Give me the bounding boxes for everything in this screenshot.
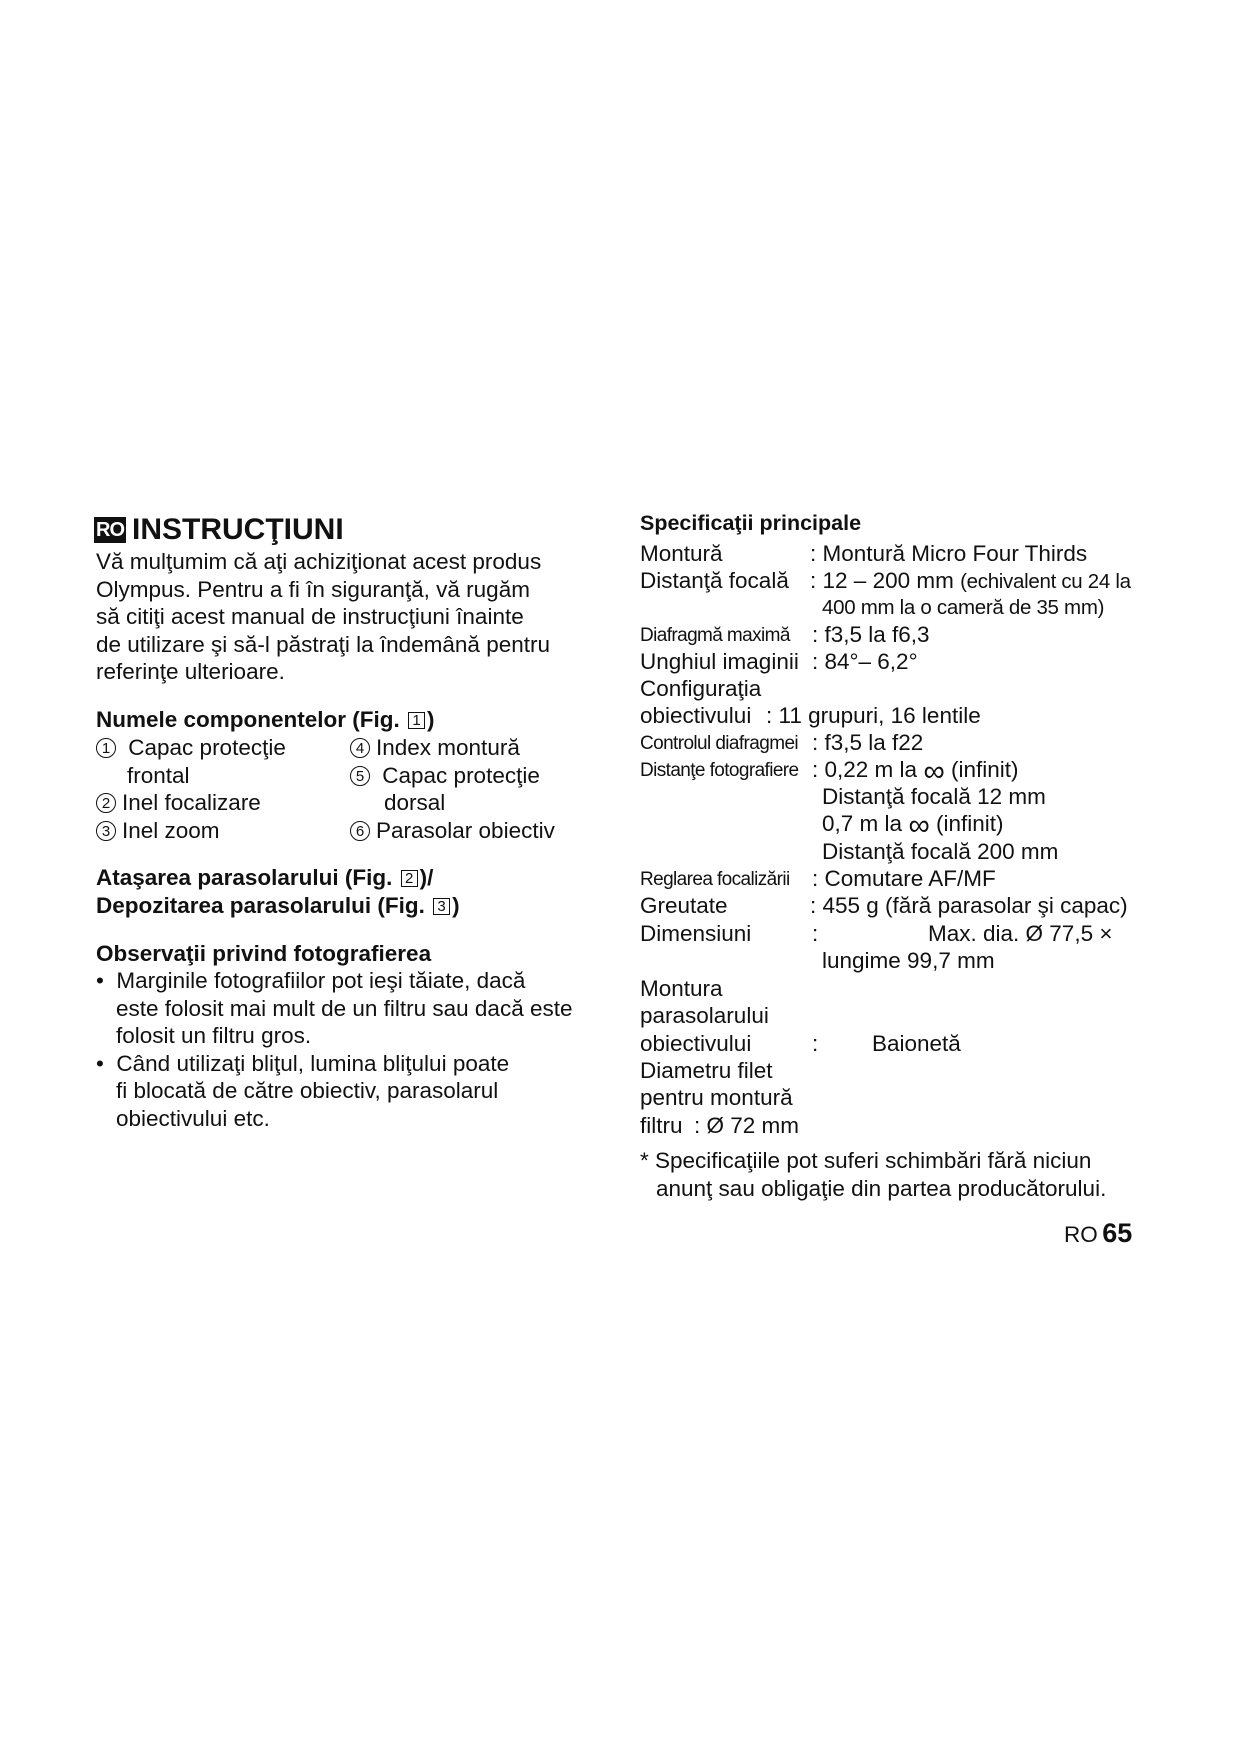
spec-label: Configuraţia bbox=[640, 676, 762, 701]
spec-value: Baionetă bbox=[872, 1031, 961, 1056]
spec-value: : 0,22 m la ∞ (infinit) bbox=[812, 755, 1019, 788]
list-item: • Când utilizaţi bliţul, lumina bliţului poate bbox=[96, 1050, 510, 1076]
figure-box: 2 bbox=[401, 870, 418, 887]
spec-value: Distanţă focală 200 mm bbox=[822, 839, 1059, 864]
notes-list bbox=[96, 967, 572, 1132]
intro-line: referinţe ulterioare. bbox=[96, 659, 285, 684]
spec-label: Diafragmă maximă bbox=[640, 625, 790, 646]
intro-paragraph bbox=[96, 548, 550, 686]
spec-label: Greutate bbox=[640, 893, 728, 918]
page-number: 65 bbox=[1102, 1218, 1133, 1248]
spec-label: Distanţe fotografiere bbox=[640, 760, 799, 781]
component-item: dorsal bbox=[384, 790, 446, 815]
spec-label: obiectivului bbox=[640, 1031, 752, 1056]
spec-label: pentru montură bbox=[640, 1085, 793, 1110]
spec-value: Max. dia. Ø 77,5 × bbox=[928, 921, 1113, 946]
component-item: 2 Inel focalizare bbox=[96, 789, 286, 817]
spec-value: : 11 grupuri, 16 lentile bbox=[766, 703, 981, 728]
spec-value: 400 mm la o cameră de 35 mm) bbox=[822, 596, 1105, 619]
language-badge: RO bbox=[96, 519, 124, 541]
component-item: 1 Capac protecţie bbox=[96, 734, 286, 762]
spec-value: : 12 – 200 mm (echivalent cu 24 la bbox=[810, 568, 1131, 593]
spec-label: Reglarea focalizării bbox=[640, 869, 790, 890]
spec-value: : 455 g (fără parasolar şi capac) bbox=[810, 893, 1128, 918]
spec-value: 0,7 m la ∞ (infinit) bbox=[822, 809, 1004, 842]
infinity-symbol: ∞ bbox=[923, 755, 945, 788]
spec-label: obiectivului bbox=[640, 703, 752, 728]
spec-label: Dimensiuni bbox=[640, 921, 752, 946]
intro-line: de utilizare şi să-l păstraţi la îndemână pentru bbox=[96, 631, 550, 657]
figure-box: 1 bbox=[408, 712, 425, 729]
footnote-line: anunţ sau obligaţie din partea producătorului. bbox=[656, 1175, 1107, 1201]
list-item-cont: este folosit mai mult de un filtru sau dacă este bbox=[116, 995, 573, 1021]
spec-value: : Montură Micro Four Thirds bbox=[810, 541, 1088, 566]
spec-colon: : bbox=[812, 921, 819, 946]
spec-label: Diametru filet bbox=[640, 1058, 773, 1083]
spec-value: Distanţă focală 12 mm bbox=[822, 784, 1046, 809]
intro-line: să citiţi acest manual de instrucţiuni înainte bbox=[96, 604, 524, 629]
figure-box: 3 bbox=[433, 898, 450, 915]
list-item-cont: fi blocată de către obiectiv, parasolarul bbox=[116, 1078, 499, 1103]
component-item: frontal bbox=[127, 762, 190, 788]
infinity-symbol: ∞ bbox=[908, 809, 930, 842]
spec-value: : f3,5 la f22 bbox=[812, 730, 924, 755]
spec-label: Montura bbox=[640, 976, 723, 1001]
spec-value: lungime 99,7 mm bbox=[822, 948, 995, 973]
spec-colon: : bbox=[812, 1031, 819, 1056]
spec-label: Controlul diafragmei bbox=[640, 733, 799, 754]
spec-label: Montură bbox=[640, 541, 723, 566]
component-list-left bbox=[96, 734, 286, 844]
footer-lang: RO bbox=[1064, 1222, 1098, 1247]
spec-value: : Ø 72 mm bbox=[694, 1113, 800, 1138]
footnote bbox=[640, 1147, 1106, 1202]
spec-label: parasolarului bbox=[640, 1003, 769, 1028]
section-title bbox=[94, 513, 344, 547]
spec-label: Distanţă focală bbox=[640, 568, 789, 593]
hood-heading: Ataşarea parasolarului (Fig. 2 )/ Depozitarea parasolarului (Fig. 3 ) bbox=[96, 865, 460, 918]
intro-line: Vă mulţumim că aţi achiziţionat acest produs bbox=[96, 549, 542, 574]
component-list-right bbox=[350, 734, 555, 844]
notes-heading: Observaţii privind fotografierea bbox=[96, 941, 432, 966]
component-item: 3 Inel zoom bbox=[96, 817, 286, 845]
intro-line: Olympus. Pentru a fi în siguranţă, vă rugăm bbox=[96, 576, 530, 602]
list-item-cont: folosit un filtru gros. bbox=[116, 1023, 312, 1048]
spec-value: : Comutare AF/MF bbox=[812, 866, 996, 891]
list-item-cont: obiectivului etc. bbox=[116, 1105, 270, 1131]
footnote-line: * Specificaţiile pot suferi schimbări fără niciun bbox=[640, 1148, 1092, 1173]
title-text: INSTRUCŢIUNI bbox=[132, 513, 344, 546]
spec-value: : 84°– 6,2° bbox=[812, 649, 918, 674]
spec-value: : f3,5 la f6,3 bbox=[812, 622, 930, 647]
components-heading: Numele componentelor (Fig. 1 ) bbox=[96, 707, 435, 732]
component-item: 5 Capac protecţie bbox=[350, 762, 555, 790]
page-footer bbox=[1064, 1218, 1132, 1249]
component-item: 4 Index montură bbox=[350, 734, 555, 762]
component-item: 6 Parasolar obiectiv bbox=[350, 817, 555, 845]
spec-label: filtru bbox=[640, 1113, 683, 1138]
specs-heading: Specificaţii principale bbox=[640, 511, 862, 535]
list-item: • Marginile fotografiilor pot ieşi tăiate, dacă bbox=[96, 968, 526, 993]
spec-label: Unghiul imaginii bbox=[640, 649, 799, 674]
